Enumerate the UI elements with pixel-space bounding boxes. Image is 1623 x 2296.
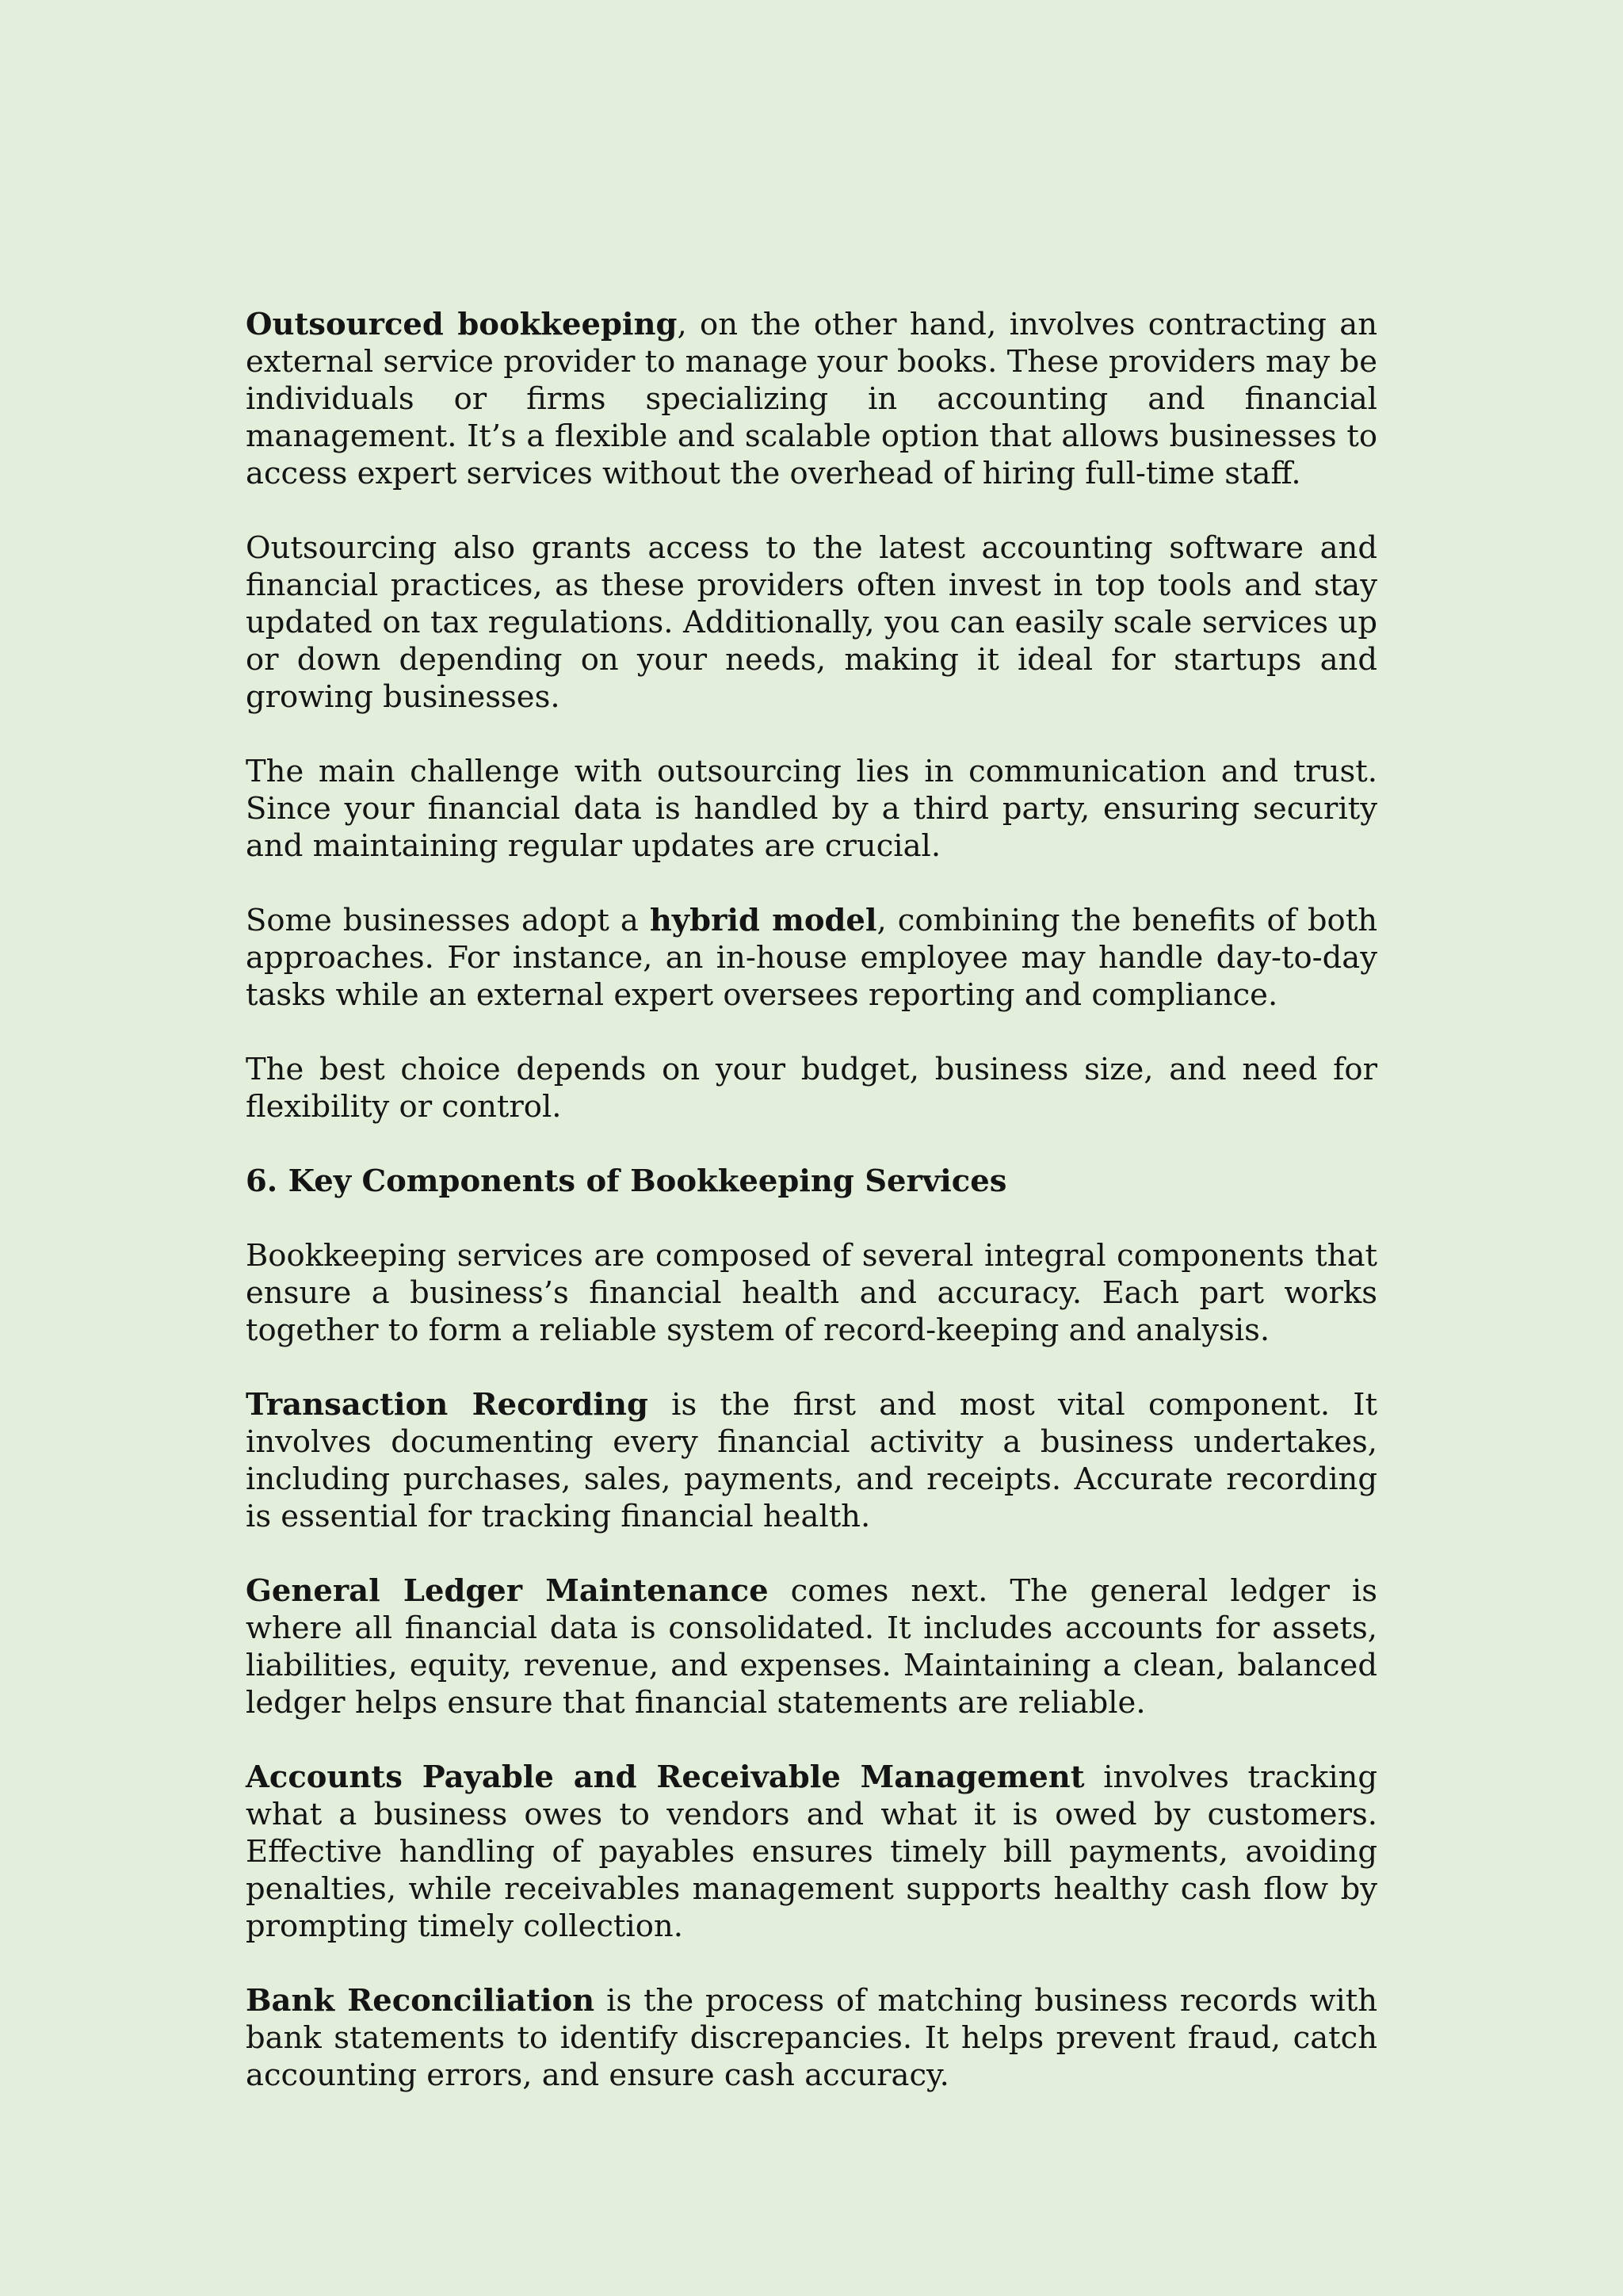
paragraph-bank-reconciliation: [246, 1982, 1377, 2094]
paragraph-text: The best choice depends on your budget, business size, and need for flexibility or control.: [246, 1052, 1377, 1125]
section-heading: 6. Key Components of Bookkeeping Services: [246, 1163, 1007, 1199]
paragraph-text: is the first and most vital component. It involves documenting every financial activity a business undertakes, including purchases, sales, payments, and receipts. Accurate recording is essential for tracking financial health.: [246, 1387, 1377, 1534]
paragraph-text: is the process of matching business records with bank statements to identify discrepancies. It helps prevent fraud, catch accounting errors, and ensure cash accuracy.: [246, 1983, 1378, 2093]
document-body: [246, 306, 1377, 2131]
paragraph-general-ledger: [246, 1572, 1377, 1721]
paragraph-best-choice: [246, 1051, 1377, 1125]
paragraph-text: The main challenge with outsourcing lies in communication and trust. Since your financial data is handled by a third party, ensuring security and maintaining regular updates are crucial.: [246, 754, 1377, 864]
paragraph-transaction-recording: [246, 1386, 1377, 1535]
term-transaction-recording: Transaction Recording: [246, 1387, 648, 1423]
paragraph-text: , combining the benefits of both approaches. For instance, an in-house employee may handle day-to-day tasks while an external expert oversees reporting and compliance.: [246, 903, 1377, 1013]
paragraph-outsourced-bookkeeping: [246, 306, 1377, 492]
term-general-ledger-maintenance: General Ledger Maintenance: [246, 1573, 769, 1609]
paragraph-text: involves tracking what a business owes to vendors and what it is owed by customers. Effective handling of payables ensures timely bill payments, avoiding penalties, while receivables management supports healthy cash flow by prompting timely collection.: [246, 1759, 1377, 1944]
paragraph-text: comes next. The general ledger is where all financial data is consolidated. It includes accounts for assets, liabilities, equity, revenue, and expenses. Maintaining a clean, balanced ledger helps ensure that financial statements are reliable.: [246, 1573, 1378, 1721]
term-accounts-payable-receivable: Accounts Payable and Receivable Management: [246, 1759, 1085, 1795]
paragraph-outsourcing-access: [246, 529, 1377, 716]
paragraph-outsourcing-challenge: [246, 753, 1377, 865]
paragraph-accounts-payable-receivable: [246, 1759, 1377, 1945]
paragraph-components-intro: [246, 1237, 1377, 1349]
paragraph-hybrid-model: [246, 902, 1377, 1014]
paragraph-text: Outsourcing also grants access to the latest accounting software and financial practices, as these providers often invest in top tools and stay updated on tax regulations. Additionally, you can easily scale services up or down depending on your needs, making it ideal for startups and growing businesses.: [246, 530, 1377, 715]
term-hybrid-model: hybrid model: [649, 903, 877, 938]
paragraph-text: Some businesses adopt a: [246, 903, 650, 938]
term-bank-reconciliation: Bank Reconciliation: [246, 1983, 595, 2019]
term-outsourced-bookkeeping: Outsourced bookkeeping: [246, 307, 678, 342]
paragraph-text: , on the other hand, involves contracting an external service provider to manage your books. These providers may be individuals or firms specializing in accounting and financial management. It’s a flexible and scalable option that allows businesses to access expert services without the overhead of hiring full-time staff.: [246, 307, 1378, 491]
paragraph-text: Bookkeeping services are composed of several integral components that ensure a business’s financial health and accuracy. Each part works together to form a reliable system of record-keeping and analysis.: [246, 1238, 1377, 1348]
